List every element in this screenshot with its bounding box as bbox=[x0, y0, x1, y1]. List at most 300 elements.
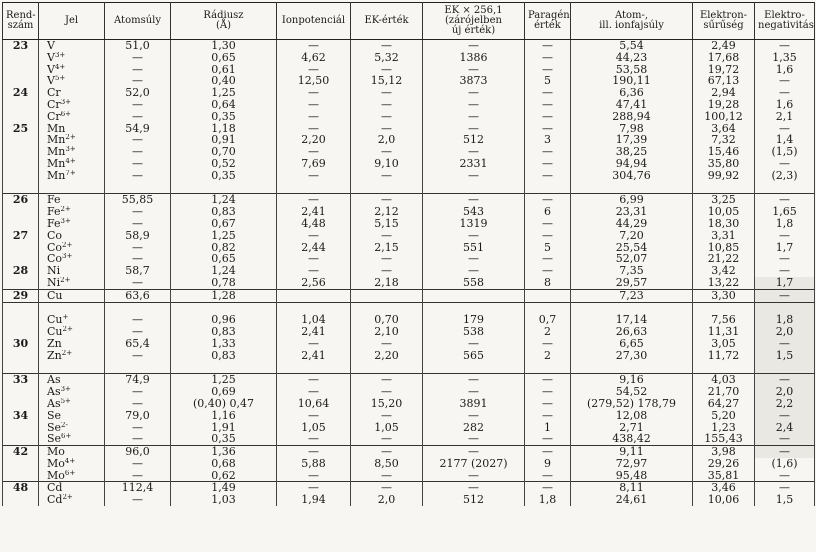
ion-potential-cell bbox=[277, 182, 351, 194]
specific-gravity-cell: (279,52) 178,79 bbox=[571, 398, 693, 410]
ek-scaled-cell: — bbox=[423, 64, 525, 76]
radius-cell: 1,24 bbox=[171, 265, 277, 277]
symbol-cell: $V^{4+}$ bbox=[39, 64, 105, 76]
atomic-number-cell: 34 bbox=[3, 410, 39, 422]
table-row bbox=[3, 40, 815, 52]
atomic-number-cell bbox=[3, 470, 39, 482]
electron-density-cell: 7,56 bbox=[693, 314, 755, 326]
ek-scaled-cell bbox=[423, 289, 525, 302]
table-row bbox=[3, 242, 815, 254]
atomic-number-cell bbox=[3, 277, 39, 289]
symbol-cell: $Mn^{2+}$ bbox=[39, 134, 105, 146]
electronegativity-cell: 1,4 bbox=[755, 134, 815, 146]
electronegativity-cell: 1,65 bbox=[755, 206, 815, 218]
ion-potential-cell: — bbox=[277, 99, 351, 111]
table-row bbox=[3, 362, 815, 374]
paragen-value-cell: — bbox=[525, 158, 571, 170]
atomic-weight-cell: — bbox=[105, 158, 171, 170]
specific-gravity-cell: 53,58 bbox=[571, 64, 693, 76]
radius-cell: 1,16 bbox=[171, 410, 277, 422]
atomic-weight-cell: 96,0 bbox=[105, 446, 171, 458]
specific-gravity-cell: 29,57 bbox=[571, 277, 693, 289]
specific-gravity-cell: 288,94 bbox=[571, 111, 693, 123]
atomic-number-cell bbox=[3, 52, 39, 64]
electron-density-cell: 10,06 bbox=[693, 494, 755, 506]
specific-gravity-cell: 7,20 bbox=[571, 230, 693, 242]
ek-value-cell: 15,12 bbox=[351, 75, 423, 87]
ion-potential-cell: — bbox=[277, 230, 351, 242]
ek-scaled-cell: — bbox=[423, 111, 525, 123]
ek-value-cell: — bbox=[351, 482, 423, 494]
atomic-weight-cell: 79,0 bbox=[105, 410, 171, 422]
ion-potential-cell: — bbox=[277, 374, 351, 386]
ek-value-cell: 8,50 bbox=[351, 458, 423, 470]
ek-scaled-cell: — bbox=[423, 410, 525, 422]
symbol-cell: $Cd^{2+}$ bbox=[39, 494, 105, 506]
radius-cell: 1,36 bbox=[171, 446, 277, 458]
electronegativity-cell: 2,0 bbox=[755, 386, 815, 398]
atomic-number-cell: 28 bbox=[3, 265, 39, 277]
electronegativity-cell: — bbox=[755, 470, 815, 482]
ek-value-cell bbox=[351, 182, 423, 194]
table-row bbox=[3, 446, 815, 458]
paragen-value-cell: — bbox=[525, 398, 571, 410]
ek-value-cell bbox=[351, 289, 423, 302]
ek-scaled-cell: 538 bbox=[423, 326, 525, 338]
electron-density-cell: 21,70 bbox=[693, 386, 755, 398]
specific-gravity-cell: 6,65 bbox=[571, 338, 693, 350]
atomic-weight-cell: — bbox=[105, 458, 171, 470]
ion-potential-cell: 2,41 bbox=[277, 206, 351, 218]
radius-cell bbox=[171, 182, 277, 194]
symbol-cell: $Zn^{2+}$ bbox=[39, 350, 105, 362]
table-row bbox=[3, 277, 815, 289]
paragen-value-cell: — bbox=[525, 194, 571, 206]
atomic-number-cell bbox=[3, 386, 39, 398]
specific-gravity-cell: 5,54 bbox=[571, 40, 693, 52]
table-row bbox=[3, 182, 815, 194]
ek-scaled-cell: — bbox=[423, 194, 525, 206]
table-row bbox=[3, 386, 815, 398]
electronegativity-cell: — bbox=[755, 289, 815, 302]
specific-gravity-cell: 27,30 bbox=[571, 350, 693, 362]
specific-gravity-cell: 44,23 bbox=[571, 52, 693, 64]
ek-value-cell: 1,05 bbox=[351, 422, 423, 434]
specific-gravity-cell bbox=[571, 302, 693, 314]
atomic-number-cell: 25 bbox=[3, 123, 39, 135]
atomic-number-cell bbox=[3, 99, 39, 111]
paragen-value-cell: — bbox=[525, 99, 571, 111]
atomic-number-cell: 48 bbox=[3, 482, 39, 494]
electron-density-cell: 3,30 bbox=[693, 289, 755, 302]
ion-potential-cell: — bbox=[277, 146, 351, 158]
symbol-cell: $As^{3+}$ bbox=[39, 386, 105, 398]
paragen-value-cell: — bbox=[525, 230, 571, 242]
specific-gravity-cell: 304,76 bbox=[571, 170, 693, 182]
symbol-cell: $Ni^{2+}$ bbox=[39, 277, 105, 289]
atomic-number-cell bbox=[3, 350, 39, 362]
atomic-number-cell: 23 bbox=[3, 40, 39, 52]
ek-scaled-cell: — bbox=[423, 40, 525, 52]
atomic-number-cell bbox=[3, 242, 39, 254]
ek-scaled-cell: 558 bbox=[423, 277, 525, 289]
ek-value-cell: 9,10 bbox=[351, 158, 423, 170]
specific-gravity-cell: 17,39 bbox=[571, 134, 693, 146]
ek-value-cell: 2,0 bbox=[351, 494, 423, 506]
ek-scaled-cell: — bbox=[423, 230, 525, 242]
radius-cell: 0,61 bbox=[171, 64, 277, 76]
ion-potential-cell: — bbox=[277, 470, 351, 482]
ek-scaled-cell: — bbox=[423, 170, 525, 182]
electron-density-cell: 7,32 bbox=[693, 134, 755, 146]
radius-cell: 1,30 bbox=[171, 40, 277, 52]
ion-potential-cell: — bbox=[277, 433, 351, 445]
radius-cell: 1,25 bbox=[171, 230, 277, 242]
ek-scaled-cell bbox=[423, 302, 525, 314]
electron-density-cell: 17,68 bbox=[693, 52, 755, 64]
radius-cell: 0,68 bbox=[171, 458, 277, 470]
specific-gravity-cell: 7,98 bbox=[571, 123, 693, 135]
radius-cell: 0,70 bbox=[171, 146, 277, 158]
paragen-value-cell: — bbox=[525, 111, 571, 123]
atomic-number-cell: 24 bbox=[3, 87, 39, 99]
table-row bbox=[3, 482, 815, 494]
symbol-cell: $Mo^{4+}$ bbox=[39, 458, 105, 470]
electronegativity-cell: — bbox=[755, 40, 815, 52]
electronegativity-cell: — bbox=[755, 446, 815, 458]
atomic-number-cell bbox=[3, 302, 39, 314]
symbol-cell: $Mo^{6+}$ bbox=[39, 470, 105, 482]
atomic-weight-cell: 51,0 bbox=[105, 40, 171, 52]
electronegativity-cell: 1,8 bbox=[755, 314, 815, 326]
electron-density-cell bbox=[693, 182, 755, 194]
table-row bbox=[3, 194, 815, 206]
atomic-weight-cell: — bbox=[105, 52, 171, 64]
header-cell: Atomsúly bbox=[105, 3, 171, 40]
radius-cell: (0,40) 0,47 bbox=[171, 398, 277, 410]
ek-scaled-cell: 1319 bbox=[423, 218, 525, 230]
ek-scaled-cell: — bbox=[423, 253, 525, 265]
ion-potential-cell: 4,48 bbox=[277, 218, 351, 230]
electron-density-cell: 10,85 bbox=[693, 242, 755, 254]
atomic-weight-cell: 63,6 bbox=[105, 289, 171, 302]
ek-scaled-cell: 3891 bbox=[423, 398, 525, 410]
symbol-cell: V bbox=[39, 40, 105, 52]
ek-value-cell: 0,70 bbox=[351, 314, 423, 326]
paragen-value-cell: — bbox=[525, 446, 571, 458]
symbol-cell: $Co^{3+}$ bbox=[39, 253, 105, 265]
electronegativity-cell bbox=[755, 362, 815, 374]
electronegativity-cell: 2,2 bbox=[755, 398, 815, 410]
paragen-value-cell: — bbox=[525, 470, 571, 482]
ek-value-cell: — bbox=[351, 338, 423, 350]
ek-scaled-cell: — bbox=[423, 433, 525, 445]
radius-cell: 1,91 bbox=[171, 422, 277, 434]
atomic-number-cell bbox=[3, 146, 39, 158]
atomic-weight-cell: — bbox=[105, 253, 171, 265]
atomic-weight-cell: — bbox=[105, 111, 171, 123]
atomic-number-cell bbox=[3, 458, 39, 470]
electronegativity-cell: — bbox=[755, 253, 815, 265]
electronegativity-cell: — bbox=[755, 194, 815, 206]
atomic-weight-cell bbox=[105, 302, 171, 314]
atomic-number-cell bbox=[3, 182, 39, 194]
paragen-value-cell: — bbox=[525, 40, 571, 52]
electronegativity-cell: 1,35 bbox=[755, 52, 815, 64]
symbol-cell: $Mn^{7+}$ bbox=[39, 170, 105, 182]
radius-cell: 0,35 bbox=[171, 170, 277, 182]
paragen-value-cell: 5 bbox=[525, 242, 571, 254]
electron-density-cell: 19,72 bbox=[693, 64, 755, 76]
symbol-cell: Co bbox=[39, 230, 105, 242]
atomic-number-cell bbox=[3, 494, 39, 506]
electron-density-cell: 3,31 bbox=[693, 230, 755, 242]
ion-potential-cell: 2,56 bbox=[277, 277, 351, 289]
table-row bbox=[3, 374, 815, 386]
electronegativity-cell: — bbox=[755, 75, 815, 87]
radius-cell: 1,24 bbox=[171, 194, 277, 206]
ion-potential-cell: 7,69 bbox=[277, 158, 351, 170]
specific-gravity-cell: 7,23 bbox=[571, 289, 693, 302]
atomic-number-cell bbox=[3, 111, 39, 123]
ion-potential-cell bbox=[277, 302, 351, 314]
table-row bbox=[3, 350, 815, 362]
radius-cell: 0,35 bbox=[171, 111, 277, 123]
paragen-value-cell: 3 bbox=[525, 134, 571, 146]
electronegativity-cell: — bbox=[755, 338, 815, 350]
ek-value-cell: — bbox=[351, 433, 423, 445]
electron-density-cell: 5,20 bbox=[693, 410, 755, 422]
atomic-number-cell bbox=[3, 326, 39, 338]
atomic-number-cell: 30 bbox=[3, 338, 39, 350]
ek-scaled-cell: — bbox=[423, 482, 525, 494]
electron-density-cell: 3,46 bbox=[693, 482, 755, 494]
ion-potential-cell: — bbox=[277, 194, 351, 206]
table-row bbox=[3, 265, 815, 277]
ion-potential-cell: — bbox=[277, 446, 351, 458]
symbol-cell bbox=[39, 362, 105, 374]
table-row bbox=[3, 146, 815, 158]
table-row bbox=[3, 123, 815, 135]
symbol-cell: $As^{5+}$ bbox=[39, 398, 105, 410]
ion-potential-cell: 2,41 bbox=[277, 350, 351, 362]
paragen-value-cell: — bbox=[525, 170, 571, 182]
radius-cell: 0,64 bbox=[171, 99, 277, 111]
ion-potential-cell: 5,88 bbox=[277, 458, 351, 470]
ek-scaled-cell bbox=[423, 182, 525, 194]
electronegativity-cell: 1,6 bbox=[755, 64, 815, 76]
radius-cell: 0,83 bbox=[171, 326, 277, 338]
ek-value-cell: — bbox=[351, 374, 423, 386]
table-row bbox=[3, 470, 815, 482]
table-row bbox=[3, 75, 815, 87]
paragen-value-cell bbox=[525, 302, 571, 314]
ek-value-cell bbox=[351, 362, 423, 374]
electron-density-cell: 3,05 bbox=[693, 338, 755, 350]
electronegativity-cell: — bbox=[755, 123, 815, 135]
paragen-value-cell: — bbox=[525, 218, 571, 230]
atomic-number-cell bbox=[3, 64, 39, 76]
radius-cell: 0,82 bbox=[171, 242, 277, 254]
specific-gravity-cell: 54,52 bbox=[571, 386, 693, 398]
ek-scaled-cell: — bbox=[423, 386, 525, 398]
radius-cell: 1,25 bbox=[171, 87, 277, 99]
atomic-number-cell bbox=[3, 206, 39, 218]
symbol-cell: Se bbox=[39, 410, 105, 422]
electronegativity-cell: 1,6 bbox=[755, 99, 815, 111]
radius-cell: 0,65 bbox=[171, 52, 277, 64]
ek-value-cell: — bbox=[351, 146, 423, 158]
ek-value-cell: — bbox=[351, 170, 423, 182]
ion-potential-cell: 1,04 bbox=[277, 314, 351, 326]
symbol-cell: Ni bbox=[39, 265, 105, 277]
table-row bbox=[3, 206, 815, 218]
paragen-value-cell: 9 bbox=[525, 458, 571, 470]
atomic-weight-cell: — bbox=[105, 206, 171, 218]
atomic-weight-cell: — bbox=[105, 326, 171, 338]
paragen-value-cell: — bbox=[525, 433, 571, 445]
ek-value-cell: — bbox=[351, 194, 423, 206]
electronegativity-cell: 2,0 bbox=[755, 326, 815, 338]
radius-cell: 1,25 bbox=[171, 374, 277, 386]
specific-gravity-cell bbox=[571, 362, 693, 374]
electron-density-cell: 19,28 bbox=[693, 99, 755, 111]
paragen-value-cell bbox=[525, 182, 571, 194]
atomic-weight-cell: 58,7 bbox=[105, 265, 171, 277]
electron-density-cell: 4,03 bbox=[693, 374, 755, 386]
ek-value-cell: — bbox=[351, 410, 423, 422]
ion-potential-cell: — bbox=[277, 265, 351, 277]
ek-value-cell: — bbox=[351, 64, 423, 76]
radius-cell: 0,67 bbox=[171, 218, 277, 230]
electronegativity-cell: — bbox=[755, 158, 815, 170]
atomic-number-cell bbox=[3, 170, 39, 182]
paragen-value-cell: 5 bbox=[525, 75, 571, 87]
atomic-weight-cell bbox=[105, 362, 171, 374]
electronegativity-cell: — bbox=[755, 433, 815, 445]
electronegativity-cell: 1,5 bbox=[755, 350, 815, 362]
electron-density-cell: 10,05 bbox=[693, 206, 755, 218]
ek-value-cell: — bbox=[351, 123, 423, 135]
paragen-value-cell: — bbox=[525, 64, 571, 76]
atomic-weight-cell: — bbox=[105, 170, 171, 182]
electron-density-cell: 100,12 bbox=[693, 111, 755, 123]
specific-gravity-cell: 23,31 bbox=[571, 206, 693, 218]
ek-value-cell: 5,32 bbox=[351, 52, 423, 64]
specific-gravity-cell: 17,14 bbox=[571, 314, 693, 326]
electronegativity-cell: 1,5 bbox=[755, 494, 815, 506]
ion-potential-cell: — bbox=[277, 64, 351, 76]
specific-gravity-cell: 38,25 bbox=[571, 146, 693, 158]
ek-scaled-cell: — bbox=[423, 99, 525, 111]
table-row bbox=[3, 398, 815, 410]
paragen-value-cell: — bbox=[525, 253, 571, 265]
symbol-cell: $Mn^{3+}$ bbox=[39, 146, 105, 158]
symbol-cell: Cu+ bbox=[39, 314, 105, 326]
ek-value-cell: — bbox=[351, 470, 423, 482]
element-properties-table bbox=[2, 2, 815, 506]
symbol-cell bbox=[39, 182, 105, 194]
radius-cell: 0,52 bbox=[171, 158, 277, 170]
header-cell: Jel bbox=[39, 3, 105, 40]
radius-cell: 1,33 bbox=[171, 338, 277, 350]
symbol-cell: $Cr^{6+}$ bbox=[39, 111, 105, 123]
ek-scaled-cell: — bbox=[423, 374, 525, 386]
atomic-weight-cell bbox=[105, 182, 171, 194]
ek-scaled-cell: — bbox=[423, 146, 525, 158]
ion-potential-cell: 2,20 bbox=[277, 134, 351, 146]
ek-scaled-cell: 179 bbox=[423, 314, 525, 326]
ion-potential-cell: 2,44 bbox=[277, 242, 351, 254]
ek-value-cell bbox=[351, 302, 423, 314]
radius-cell: 0,78 bbox=[171, 277, 277, 289]
electron-density-cell: 35,80 bbox=[693, 158, 755, 170]
symbol-cell: Mo bbox=[39, 446, 105, 458]
ek-value-cell: 2,18 bbox=[351, 277, 423, 289]
electron-density-cell: 11,72 bbox=[693, 350, 755, 362]
ek-scaled-cell: 2177 (2027) bbox=[423, 458, 525, 470]
atomic-weight-cell: — bbox=[105, 99, 171, 111]
electron-density-cell: 29,26 bbox=[693, 458, 755, 470]
electron-density-cell: 15,46 bbox=[693, 146, 755, 158]
table-row bbox=[3, 158, 815, 170]
electron-density-cell: 1,23 bbox=[693, 422, 755, 434]
electron-density-cell: 3,64 bbox=[693, 123, 755, 135]
paragen-value-cell: 0,7 bbox=[525, 314, 571, 326]
table-row bbox=[3, 87, 815, 99]
specific-gravity-cell: 47,41 bbox=[571, 99, 693, 111]
specific-gravity-cell bbox=[571, 182, 693, 194]
ion-potential-cell: — bbox=[277, 123, 351, 135]
radius-cell: 0,62 bbox=[171, 470, 277, 482]
paragen-value-cell: 2 bbox=[525, 326, 571, 338]
symbol-cell: Zn bbox=[39, 338, 105, 350]
radius-cell: 0,40 bbox=[171, 75, 277, 87]
paragen-value-cell: 2 bbox=[525, 350, 571, 362]
specific-gravity-cell: 24,61 bbox=[571, 494, 693, 506]
ek-scaled-cell bbox=[423, 362, 525, 374]
specific-gravity-cell: 9,16 bbox=[571, 374, 693, 386]
specific-gravity-cell: 2,71 bbox=[571, 422, 693, 434]
ek-value-cell: — bbox=[351, 446, 423, 458]
electronegativity-cell: — bbox=[755, 87, 815, 99]
symbol-cell bbox=[39, 302, 105, 314]
specific-gravity-cell: 94,94 bbox=[571, 158, 693, 170]
symbol-cell: Mn bbox=[39, 123, 105, 135]
radius-cell: 0,83 bbox=[171, 206, 277, 218]
atomic-weight-cell: — bbox=[105, 75, 171, 87]
paragen-value-cell: — bbox=[525, 386, 571, 398]
header-row bbox=[3, 3, 815, 40]
header-cell: EK × 256,1 (zárójelben új érték) bbox=[423, 3, 525, 40]
ek-scaled-cell: — bbox=[423, 265, 525, 277]
symbol-cell: Cd bbox=[39, 482, 105, 494]
symbol-cell: $Cr^{3+}$ bbox=[39, 99, 105, 111]
table-row bbox=[3, 52, 815, 64]
ek-value-cell: — bbox=[351, 99, 423, 111]
table-row bbox=[3, 326, 815, 338]
electronegativity-cell: — bbox=[755, 265, 815, 277]
table-row bbox=[3, 458, 815, 470]
ek-scaled-cell: 2331 bbox=[423, 158, 525, 170]
atomic-number-cell bbox=[3, 218, 39, 230]
ek-value-cell: — bbox=[351, 265, 423, 277]
electronegativity-cell: (2,3) bbox=[755, 170, 815, 182]
electron-density-cell: 13,22 bbox=[693, 277, 755, 289]
symbol-cell: $Se^{2-}$ bbox=[39, 422, 105, 434]
specific-gravity-cell: 8,11 bbox=[571, 482, 693, 494]
electronegativity-cell: (1,5) bbox=[755, 146, 815, 158]
